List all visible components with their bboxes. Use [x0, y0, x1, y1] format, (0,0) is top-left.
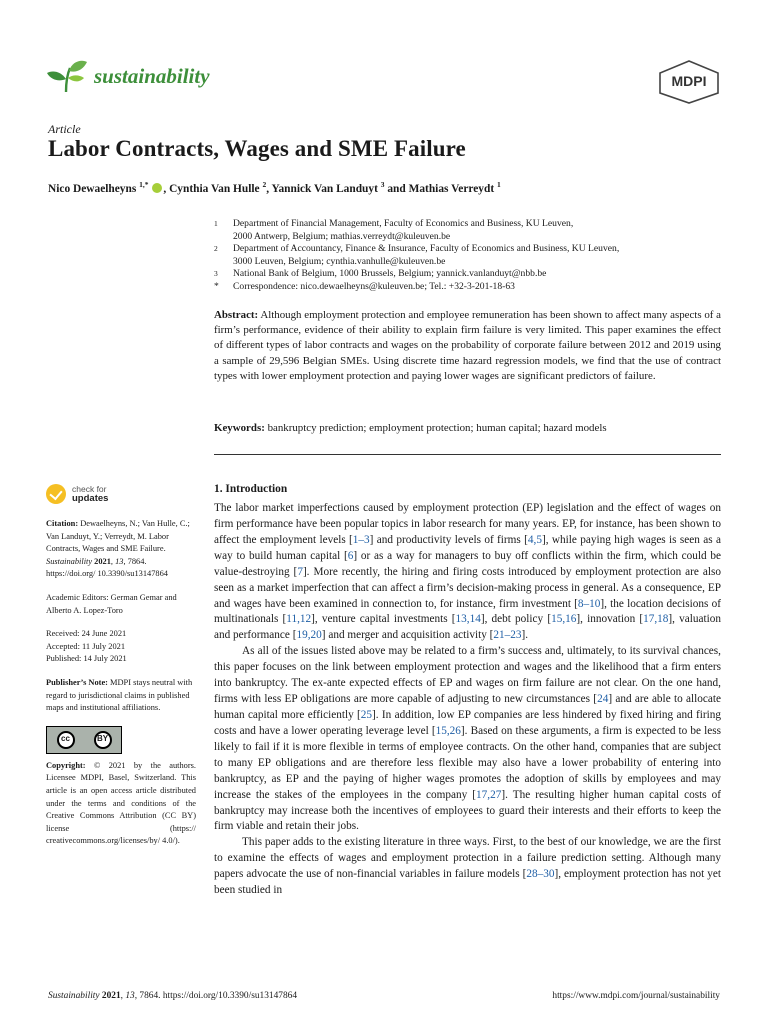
paragraph-text: ], debt policy [: [480, 613, 552, 626]
citation-ref-link[interactable]: 13,14: [455, 613, 481, 626]
affiliation-line: Department of Financial Management, Faculty of Economics and Business, KU Leuven,: [233, 218, 574, 229]
footer-url[interactable]: https://www.mdpi.com/journal/sustainability: [552, 991, 720, 1001]
paragraph-text: ]. The resulting higher human capital costs of bankruptcy may increase both the incentives of employees to guard their interests and their efforts to keep the firm viable and retain their jobs.: [214, 788, 721, 833]
paragraph-text: ], innovation [: [576, 613, 644, 626]
paragraph-text: ] and are able to allocate human capital more efficiently [: [214, 693, 722, 721]
affiliation-line: National Bank of Belgium, 1000 Brussels, Belgium; yannick.vanlanduyt@nbb.be: [233, 268, 547, 280]
keywords: [214, 421, 721, 436]
paragraph-text: ] or as a way for managers to buy off conflicts within the firm, which could be value-destroying [: [214, 549, 721, 578]
paragraph-text: ]. In addition, low EP companies are less hindered by fixed hiring and firing costs and have a lower operating leverage level [: [214, 708, 722, 737]
correspondence-item: [214, 281, 724, 294]
date-accepted: Accepted: 11 July 2021: [46, 641, 126, 651]
affiliation-item: [214, 218, 724, 243]
date-received: Received: 24 June 2021: [46, 629, 127, 639]
citation-rest[interactable]: , 7864. https://doi.org/ 10.3390/su13147864: [46, 556, 168, 579]
author-name: Nico Dewaelheyns: [48, 182, 137, 195]
section-divider: [214, 454, 721, 455]
keywords-label: Keywords:: [214, 422, 265, 434]
affiliation-item: [214, 268, 724, 281]
citation-ref-link[interactable]: 4,5: [527, 533, 542, 546]
section-heading: 1. Introduction: [214, 483, 288, 495]
affiliations: [214, 218, 724, 294]
abstract: [214, 308, 721, 384]
copyright-text: © 2021 by the authors. Licensee MDPI, Basel, Switzerland. This article is an open access article distributed under the terms and conditions of the Creative Commons Attribution (CC BY) license (https:// creativecommons.org/licenses/by/ 4.0/).: [46, 760, 197, 846]
copyright: [46, 760, 196, 848]
academic-editors: Academic Editors: German Gemar and Alberto A. Lopez-Toro: [46, 592, 177, 615]
citation-ref-link[interactable]: 8–10: [577, 597, 601, 610]
mdpi-logo: [658, 60, 720, 104]
citation-ref-link[interactable]: 15,16: [551, 613, 577, 626]
paragraph: [214, 835, 721, 899]
sidebar: [46, 484, 196, 859]
paragraph-text: ], the location decisions of multinationals [: [214, 597, 721, 626]
paragraph-text: The labor market imperfections caused by employment protection (EP) legislation and the effect of wages on firm performance have been popular topics in labor research for many years. EP, for instance, has been shown to affect the employment levels [: [214, 502, 721, 546]
citation-ref-link[interactable]: 19,20: [296, 629, 322, 642]
author-conjunction: and: [387, 182, 406, 195]
author-list: Nico Dewaelheyns $^{1,*}$ , Cynthia Van Hulle $^2$, Yannick Van Landuyt $^3$ and Mathias Verreydt $^1$: [48, 180, 501, 195]
author-name: Mathias Verreydt: [408, 182, 495, 195]
date-published: Published: 14 July 2021: [46, 654, 127, 664]
paragraph-text: ], while paying high wages is seen as a way to build human capital [: [214, 533, 721, 562]
affiliation-marker: 1: [214, 219, 218, 228]
paragraph: [214, 501, 721, 644]
cc-by-license-badge[interactable]: [46, 726, 122, 754]
journal-logo: [46, 58, 236, 98]
author-affil-marker: 1,*: [139, 180, 149, 189]
publishers-note: [46, 677, 196, 715]
paragraph-text: As all of the issues listed above may be related to a firm’s success and, ultimately, to its survival chances, this paper focuses on the link between employment protection and wages and the likelihood that a firm enters into bankruptcy. The ex-ante expected effects of EP and wages on firm failure are not clear. On the one hand, firms with less EP obligations are more capable of adjusting to new circumstances [: [214, 645, 721, 706]
body-text: [214, 501, 721, 899]
citation-ref-link[interactable]: 15,26: [435, 724, 461, 737]
note-label: Publisher’s Note:: [46, 677, 108, 687]
footer-doi[interactable]: , 7864. https://doi.org/10.3390/su13147864: [134, 991, 298, 1001]
note-text: MDPI stays neutral with regard to jurisdictional claims in published maps and institutional affiliations.: [46, 677, 193, 713]
paragraph-text: This paper adds to the existing literature in three ways. First, to the best of our knowledge, we are the first to examine the effects of wages and employment protection in a failure prediction setting. Although many papers advocate the use of non-financial variables in failure models [: [214, 836, 721, 881]
article-title: Labor Contracts, Wages and SME Failure: [48, 136, 466, 161]
footer-year: 2021: [101, 991, 121, 1001]
citation-ref-link[interactable]: 17,27: [476, 788, 502, 801]
citation-ref-link[interactable]: 25: [360, 708, 373, 721]
abstract-text: Although employment protection and employee remuneration has been shown to affect many aspects of a firm’s performance, evidence of their ability to explain firm failure is very limited. This paper examines the effect of different types of labor contracts and wages on the probability of corporate failure between 2012 and 2019 using a sample of 29,596 Belgian SMEs. Using discrete time hazard regression models, we find that the use of contract types with lower employment protection and paying lower wages are significant predictors of failure.: [214, 309, 722, 382]
author-affil-marker: 1: [496, 180, 501, 189]
author-name: Cynthia Van Hulle: [169, 182, 260, 195]
orcid-icon[interactable]: [152, 183, 162, 193]
affiliation-line: Department of Accountancy, Finance & Insurance, Faculty of Economics and Business, KU Leuven,: [233, 243, 620, 255]
paragraph-text: ], venture capital investments [: [311, 613, 456, 626]
citation-volume: 13: [115, 556, 124, 566]
footer-volume: 13: [125, 991, 135, 1001]
citation: Citation: Dewaelheyns, N.; Van Hulle, C.; Van Landuyt, Y.; Verreydt, M. Labor Contracts, Wages and SME Failure. Sustainability 2021, 13, 7864. https://doi.org/ 10.3390/su13147864: [46, 519, 190, 579]
citation-ref-link[interactable]: 7: [297, 565, 303, 578]
paragraph-text: ], valuation and performance [: [214, 613, 721, 642]
citation-text: Dewaelheyns, N.; Van Hulle, C.; Van Landuyt, Y.; Verreydt, M. Labor Contracts, Wages and SME Failure.: [46, 519, 190, 554]
paragraph-text: ]. Based on these arguments, a firm is expected to be less likely to fail if it is more flexible in terms of employee contracts. On the other hand, companies that are subject to many EP obligations and are therefore less flexible may also have a lower probability of entering into bankruptcy, as EP and the paying of higher wages promotes the adoption of skills by employees and may increase the stakes of the employees in the company [: [214, 724, 721, 801]
citation-ref-link[interactable]: 1–3: [352, 533, 370, 546]
affiliation-line: 2000 Antwerp, Belgium; mathias.verreydt@kuleuven.be: [233, 230, 451, 242]
author-affil-marker: 2: [262, 180, 267, 189]
citation-ref-link[interactable]: 28–30: [526, 868, 555, 881]
check-line-2: updates: [72, 493, 109, 504]
checkmark-icon: [46, 484, 66, 504]
keywords-text: bankruptcy prediction; employment protection; human capital; hazard models: [267, 422, 607, 434]
citation-year: 2021: [94, 556, 111, 566]
abstract-label: Abstract:: [214, 309, 259, 321]
check-for-updates-badge[interactable]: [46, 484, 196, 504]
affiliation-line: Correspondence: nico.dewaelheyns@kuleuven.be; Tel.: +32-3-201-18-63: [233, 280, 515, 292]
citation-ref-link[interactable]: 17,18: [643, 613, 669, 626]
citation-ref-link[interactable]: 24: [597, 693, 609, 706]
paragraph-text: ], employment protection has not yet been studied in: [214, 868, 721, 897]
paragraph-text: ] and merger and acquisition activity [: [321, 629, 494, 642]
author-affil-marker: 3: [380, 180, 385, 189]
footer-citation: Sustainability 2021, 13, 7864. https://doi.org/10.3390/su13147864: [48, 991, 298, 1001]
citation-label: Citation:: [46, 519, 79, 528]
affiliation-marker: 3: [214, 269, 218, 279]
footer-journal: Sustainability: [48, 991, 100, 1001]
citation-journal: Sustainability: [46, 556, 93, 566]
affiliation-line: 3000 Leuven, Belgium; cynthia.vanhulle@kuleuven.be: [233, 255, 446, 267]
check-line-1: check for: [72, 484, 107, 494]
publisher-name: MDPI: [671, 73, 707, 89]
cc-icon: cc: [57, 731, 75, 749]
affiliation-marker: *: [214, 280, 219, 292]
paragraph: [214, 644, 721, 835]
citation-ref-link[interactable]: 6: [347, 549, 354, 562]
citation-ref-link[interactable]: 11,12: [286, 613, 312, 626]
affiliation-marker: 2: [214, 244, 218, 254]
citation-ref-link[interactable]: 21–23: [493, 629, 522, 642]
paragraph-text: ]. More recently, the hiring and firing costs introduced by employment protection are also seen as a market imperfection that can affect a firm’s decision-making process in general. As a consequence, EP and wages have been examined in connection to, for instance, firm investment [: [214, 565, 721, 610]
leaf-icon: [46, 58, 88, 94]
copyright-label: Copyright:: [46, 760, 86, 770]
article-type: Article: [48, 122, 81, 136]
by-icon: BY: [94, 731, 112, 749]
paragraph-text: ].: [521, 629, 529, 642]
affiliation-item: [214, 243, 724, 268]
journal-name: sustainability: [94, 64, 210, 88]
author-name: Yannick Van Landuyt: [271, 182, 378, 195]
dates: [46, 628, 196, 666]
paragraph-text: ] and productivity levels of firms [: [369, 533, 528, 546]
